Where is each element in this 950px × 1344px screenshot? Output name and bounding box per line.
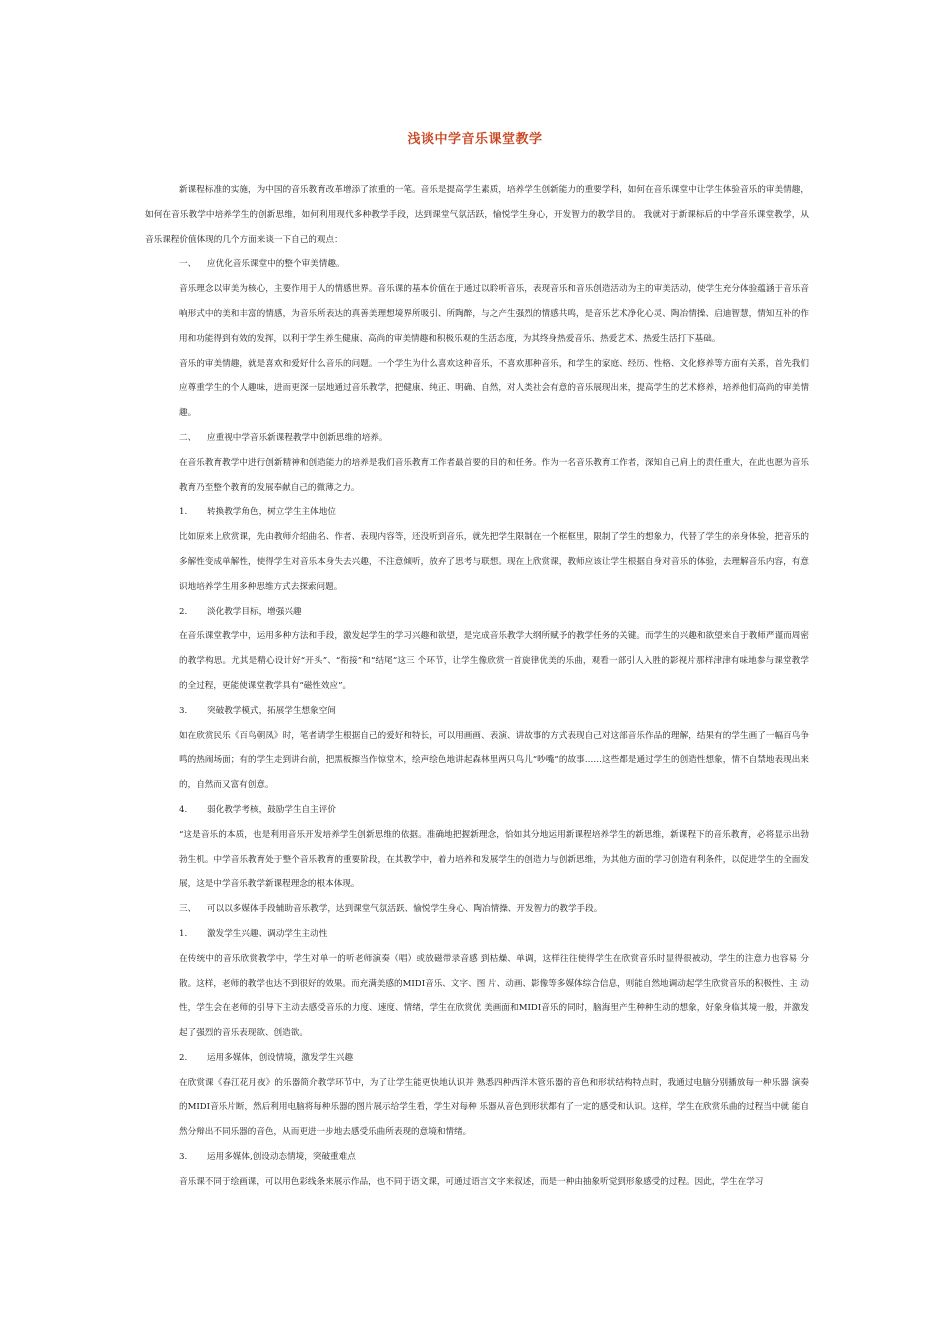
section-heading — [145, 426, 809, 451]
section-heading — [145, 500, 809, 525]
heading-text: 应优化音乐课堂中的整个审美情趣。 — [207, 259, 345, 270]
heading-number: 1. — [179, 507, 188, 518]
heading-number: 4. — [179, 804, 188, 815]
body-paragraph: 比如原来上欣赏课，先由教师介绍曲名、作者、表现内容等，还没听到音乐，就先把学生限制在一个框框里，限制了学生的想象力，代替了学生的亲身体验，把音乐的多解性变成单解性，使得学生对音乐本身失去兴趣，不注意倾听，放弃了思考与联想。现在上欣赏课，教师应该让学生根据自身对音乐的体验，去理解音乐内容，有意识地培养学生用多种思维方式去探索问题。 — [179, 532, 809, 592]
heading-number: 2. — [179, 1052, 188, 1063]
body-paragraph: 在音乐教育教学中进行创新精神和创造能力的培养是我们音乐教育工作者最首要的目的和任务。作为一名音乐教育工作者，深知自己肩上的责任重大，在此也愿为音乐教育乃至整个教育的发展奉献自己的微薄之力。 — [179, 457, 809, 493]
section-heading — [145, 798, 809, 823]
body-paragraph: 音乐理念以审美为核心，主要作用于人的情感世界。音乐课的基本价值在于通过以聆听音乐，表现音乐和音乐创造活动为主的审美活动，使学生充分体验蕴涵于音乐音响形式中的美和丰富的情感，为音乐所表达的真善美理想境界所吸引、所陶醉，与之产生强烈的情感共鸣，是音乐艺术净化心灵、陶冶情操、启迪智慧，情知互补的作用和功能得到有效的发挥，以利于学生养生健康、高尚的审美情趣和积极乐观的生活态度，为其终身热爱音乐、热爱艺术、热爱生活打下基础。 — [179, 284, 809, 344]
heading-number: 1. — [179, 928, 188, 939]
heading-text: 突破教学模式，拓展学生想象空间 — [207, 705, 336, 716]
body-paragraph: 在音乐课堂教学中，运用多种方法和手段，激发起学生的学习兴趣和欲望，是完成音乐教学大纲所赋予的教学任务的关键。而学生的兴趣和欲望来自于教师严谨而周密的教学构思。尤其是精心设计好“开头”、“衔接”和“结尾”这三 个环节，让学生像欣赏一首旋律优美的乐曲，观看一部引人入胜的影视片那样津津有味地参与课堂教学的全过程，更能使课堂教学具有“磁性效应”。 — [179, 631, 809, 691]
section-heading — [145, 252, 809, 277]
body-paragraph: 如在欣赏民乐《百鸟朝凤》时，笔者请学生根据自己的爱好和特长，可以用画画、表演、讲故事的方式表现自己对这部音乐作品的理解，结果有的学生画了一幅百鸟争鸣的热闹场面；有的学生走到讲台前，把黑板擦当作惊堂木，绘声绘色地讲起森林里两只鸟儿“吵嘴”的故事……这些都是通过学生的创造性想象，情不自禁地表现出来的，自然而又富有创意。 — [179, 730, 809, 791]
heading-number: 3. — [179, 1152, 188, 1163]
heading-text: 可以以多媒体手段辅助音乐教学，达到课堂气氛活跃、愉悦学生身心、陶冶情操、开发智力的教学手段。 — [207, 904, 603, 915]
intro-paragraph: 新课程标准的实施，为中国的音乐教育改革增添了浓重的一笔。音乐是提高学生素质，培养学生创新能力的重要学科，如何在音乐课堂中让学生体验音乐的审美情趣，如何在音乐教学中培养学生的创新思维，如何利用现代多种教学手段，达到课堂气氛活跃，愉悦学生身心，开发智力的教学目的。 我就对于新课标后的中学音乐课堂教学，从音乐课程价值体现的几个方面来谈一下自己的观点： — [145, 185, 809, 245]
section-heading — [145, 1145, 809, 1170]
body-paragraph: 在传统中的音乐欣赏教学中，学生对单一的听老师演奏（唱）或放磁带录音感 到枯燥、单调，这样往往使得学生在欣赏音乐时显得很被动，学生的注意力也容易 分散。这样，老师的教学也达不到很好的效果。而充满美感的MIDI音乐、文字、图 片、动画、影像等多媒体综合信息，则能自然地调动起学生欣赏音乐的积极性、主 动性，学生会在老师的引导下主动去感受音乐的力度、速度、情绪，学生在欣赏优 美画面和MIDI音乐的同时，脑海里产生种种生动的想象，好象身临其境一般，并激发起了强烈的音乐表现欲、创造欲。 — [179, 953, 809, 1039]
heading-text: 运用多媒体,创设动态情境，突破重难点 — [207, 1152, 356, 1163]
section-heading — [145, 699, 809, 724]
body-paragraph: 在欣赏课《春江花月夜》的乐器简介教学环节中，为了让学生能更快地认识并 熟悉四种西洋木管乐器的音色和形状结构特点时，我通过电脑分别播放每一种乐器 演奏的MIDI音乐片断，然后利用电脑将每种乐器的图片展示给学生看，学生对每种 乐器从音色到形状都有了一定的感受和认识。这样，学生在欣赏乐曲的过程当中就 能自然分辩出不同乐器的音色，从而更进一步地去感受乐曲所表现的意境和情绪。 — [179, 1077, 809, 1138]
section-heading — [145, 1046, 809, 1071]
body-paragraph: 音乐的审美情趣，就是喜欢和爱好什么音乐的问题。一个学生为什么喜欢这种音乐，不喜欢那种音乐，和学生的家庭、经历、性格、文化修养等方面有关系，首先我们应尊重学生的个人趣味，进而更深一层地通过音乐教学，把健康、纯正、明确、自然，对人类社会有意的音乐展现出来，提高学生的艺术修养，培养他们高尚的审美情趣。 — [179, 358, 809, 419]
heading-text: 淡化教学目标，增强兴趣 — [207, 606, 302, 617]
heading-number: 2. — [179, 606, 188, 617]
section-heading — [145, 897, 809, 922]
heading-text: 弱化教学考核，鼓励学生自主评价 — [207, 804, 336, 815]
section-heading — [145, 600, 809, 625]
body-paragraph: “这是音乐的本质，也是利用音乐开发培养学生创新思维的依据。准确地把握新理念，恰如其分地运用新课程培养学生的新思维，新课程下的音乐教育，必将显示出勃勃生机。中学音乐教育处于整个音乐教育的重要阶段，在其教学中，着力培养和发展学生的创造力与创新思维，为其他方面的学习创造有利条件，以促进学生的全面发展，这是中学音乐教学新课程理念的根本体现。 — [179, 829, 809, 890]
section-heading — [145, 922, 809, 947]
heading-text: 应重视中学音乐新课程教学中创新思维的培养。 — [207, 432, 388, 443]
heading-text: 运用多媒体，创设情境，激发学生兴趣 — [207, 1052, 354, 1063]
heading-number: 一、 — [179, 259, 197, 270]
heading-text: 转换教学角色，树立学生主体地位 — [207, 507, 336, 518]
heading-number: 三、 — [179, 904, 197, 915]
page-title: 浅谈中学音乐课堂教学 — [407, 132, 543, 147]
heading-number: 二、 — [179, 432, 197, 443]
sections-container — [145, 252, 809, 1194]
heading-number: 3. — [179, 705, 188, 716]
body-paragraph: 音乐课不同于绘画课，可以用色彩线条来展示作品，也不同于语文课，可通过语言文字来叙述，而是一种由抽象听觉到形象感受的过程。因此，学生在学习 — [179, 1176, 764, 1187]
document-body — [145, 178, 809, 1195]
heading-text: 激发学生兴趣、调动学生主动性 — [207, 928, 328, 939]
